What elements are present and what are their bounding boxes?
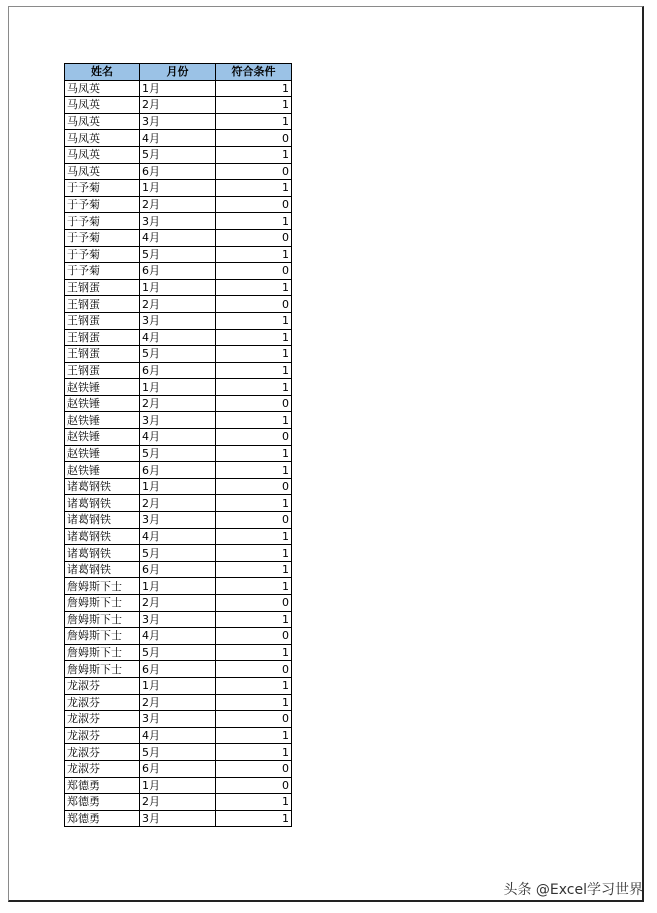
flag-cell: 1 — [216, 180, 292, 197]
name-cell: 詹姆斯下士 — [65, 578, 140, 595]
flag-cell: 0 — [216, 130, 292, 147]
flag-cell: 1 — [216, 97, 292, 114]
flag-cell: 0 — [216, 711, 292, 728]
flag-cell: 0 — [216, 263, 292, 280]
name-cell: 于予菊 — [65, 213, 140, 230]
table-row — [65, 744, 292, 761]
table-row — [65, 495, 292, 512]
flag-cell: 0 — [216, 429, 292, 446]
table-row — [65, 412, 292, 429]
month-cell: 2月 — [140, 595, 216, 612]
month-cell: 5月 — [140, 146, 216, 163]
table-row — [65, 578, 292, 595]
table-row — [65, 229, 292, 246]
table-row — [65, 711, 292, 728]
flag-cell: 0 — [216, 661, 292, 678]
month-cell: 1月 — [140, 180, 216, 197]
month-cell: 6月 — [140, 462, 216, 479]
name-cell: 龙淑芬 — [65, 744, 140, 761]
table-row — [65, 727, 292, 744]
name-cell: 詹姆斯下士 — [65, 644, 140, 661]
flag-cell: 1 — [216, 561, 292, 578]
flag-cell: 0 — [216, 777, 292, 794]
name-cell: 马凤英 — [65, 146, 140, 163]
name-cell: 诸葛钢铁 — [65, 478, 140, 495]
flag-cell: 0 — [216, 163, 292, 180]
name-cell: 王钢蛋 — [65, 312, 140, 329]
month-cell: 2月 — [140, 794, 216, 811]
table-row — [65, 146, 292, 163]
table-row — [65, 445, 292, 462]
month-cell: 2月 — [140, 395, 216, 412]
table-row — [65, 329, 292, 346]
table-row — [65, 163, 292, 180]
name-cell: 郑德勇 — [65, 794, 140, 811]
month-cell: 4月 — [140, 628, 216, 645]
flag-cell: 1 — [216, 694, 292, 711]
name-cell: 赵铁锤 — [65, 429, 140, 446]
table-row — [65, 80, 292, 97]
table-row — [65, 97, 292, 114]
header-name: 姓名 — [65, 64, 140, 81]
name-cell: 诸葛钢铁 — [65, 545, 140, 562]
table-row — [65, 196, 292, 213]
month-cell: 3月 — [140, 611, 216, 628]
flag-cell: 1 — [216, 810, 292, 827]
header-month: 月份 — [140, 64, 216, 81]
table-row — [65, 312, 292, 329]
month-cell: 5月 — [140, 246, 216, 263]
name-cell: 詹姆斯下士 — [65, 611, 140, 628]
name-cell: 诸葛钢铁 — [65, 561, 140, 578]
flag-cell: 1 — [216, 213, 292, 230]
month-cell: 6月 — [140, 263, 216, 280]
name-cell: 王钢蛋 — [65, 279, 140, 296]
flag-cell: 1 — [216, 246, 292, 263]
flag-cell: 0 — [216, 478, 292, 495]
name-cell: 王钢蛋 — [65, 329, 140, 346]
flag-cell: 1 — [216, 794, 292, 811]
header-flag: 符合条件 — [216, 64, 292, 81]
flag-cell: 1 — [216, 312, 292, 329]
month-cell: 6月 — [140, 163, 216, 180]
table-row — [65, 760, 292, 777]
month-cell: 3月 — [140, 213, 216, 230]
name-cell: 龙淑芬 — [65, 711, 140, 728]
month-cell: 1月 — [140, 80, 216, 97]
month-cell: 6月 — [140, 760, 216, 777]
name-cell: 赵铁锤 — [65, 445, 140, 462]
flag-cell: 1 — [216, 611, 292, 628]
table-row — [65, 130, 292, 147]
month-cell: 5月 — [140, 644, 216, 661]
flag-cell: 1 — [216, 727, 292, 744]
watermark-text: 头条 @Excel学习世界 — [503, 882, 643, 898]
name-cell: 龙淑芬 — [65, 727, 140, 744]
month-cell: 1月 — [140, 777, 216, 794]
name-cell: 赵铁锤 — [65, 412, 140, 429]
table-row — [65, 794, 292, 811]
name-cell: 于予菊 — [65, 229, 140, 246]
month-cell: 3月 — [140, 512, 216, 529]
table-row — [65, 362, 292, 379]
month-cell: 2月 — [140, 694, 216, 711]
name-cell: 马凤英 — [65, 130, 140, 147]
flag-cell: 1 — [216, 528, 292, 545]
month-cell: 5月 — [140, 744, 216, 761]
table-row — [65, 246, 292, 263]
month-cell: 6月 — [140, 661, 216, 678]
month-cell: 3月 — [140, 810, 216, 827]
month-cell: 5月 — [140, 545, 216, 562]
flag-cell: 1 — [216, 146, 292, 163]
table-row — [65, 462, 292, 479]
table-row — [65, 595, 292, 612]
name-cell: 马凤英 — [65, 163, 140, 180]
table-row — [65, 429, 292, 446]
name-cell: 王钢蛋 — [65, 346, 140, 363]
flag-cell: 1 — [216, 495, 292, 512]
name-cell: 于予菊 — [65, 246, 140, 263]
month-cell: 1月 — [140, 677, 216, 694]
table-row — [65, 777, 292, 794]
name-cell: 诸葛钢铁 — [65, 495, 140, 512]
flag-cell: 1 — [216, 445, 292, 462]
name-cell: 龙淑芬 — [65, 677, 140, 694]
flag-cell: 1 — [216, 578, 292, 595]
name-cell: 詹姆斯下士 — [65, 628, 140, 645]
month-cell: 1月 — [140, 279, 216, 296]
flag-cell: 1 — [216, 362, 292, 379]
flag-cell: 0 — [216, 628, 292, 645]
table-row — [65, 263, 292, 280]
month-cell: 5月 — [140, 346, 216, 363]
name-cell: 马凤英 — [65, 97, 140, 114]
month-cell: 6月 — [140, 561, 216, 578]
name-cell: 郑德勇 — [65, 810, 140, 827]
month-cell: 4月 — [140, 229, 216, 246]
table-row — [65, 478, 292, 495]
flag-cell: 0 — [216, 296, 292, 313]
month-cell: 4月 — [140, 528, 216, 545]
name-cell: 于予菊 — [65, 180, 140, 197]
flag-cell: 1 — [216, 412, 292, 429]
month-cell: 3月 — [140, 113, 216, 130]
name-cell: 詹姆斯下士 — [65, 661, 140, 678]
month-cell: 4月 — [140, 329, 216, 346]
name-cell: 詹姆斯下士 — [65, 595, 140, 612]
name-cell: 于予菊 — [65, 263, 140, 280]
table-row — [65, 561, 292, 578]
month-cell: 4月 — [140, 429, 216, 446]
month-cell: 1月 — [140, 478, 216, 495]
month-cell: 2月 — [140, 196, 216, 213]
month-cell: 2月 — [140, 495, 216, 512]
month-cell: 3月 — [140, 412, 216, 429]
month-cell: 1月 — [140, 578, 216, 595]
flag-cell: 1 — [216, 279, 292, 296]
flag-cell: 0 — [216, 196, 292, 213]
table-row — [65, 346, 292, 363]
name-cell: 王钢蛋 — [65, 362, 140, 379]
month-cell: 4月 — [140, 727, 216, 744]
table-row — [65, 661, 292, 678]
name-cell: 马凤英 — [65, 80, 140, 97]
name-cell: 赵铁锤 — [65, 379, 140, 396]
month-cell: 5月 — [140, 445, 216, 462]
table-row — [65, 512, 292, 529]
table-row — [65, 180, 292, 197]
name-cell: 龙淑芬 — [65, 760, 140, 777]
data-table — [64, 63, 292, 827]
table-row — [65, 113, 292, 130]
table-row — [65, 545, 292, 562]
table-row — [65, 644, 292, 661]
table-row — [65, 810, 292, 827]
name-cell: 于予菊 — [65, 196, 140, 213]
flag-cell: 0 — [216, 512, 292, 529]
table-row — [65, 379, 292, 396]
name-cell: 王钢蛋 — [65, 296, 140, 313]
name-cell: 马凤英 — [65, 113, 140, 130]
flag-cell: 1 — [216, 80, 292, 97]
flag-cell: 0 — [216, 760, 292, 777]
table-row — [65, 296, 292, 313]
month-cell: 2月 — [140, 97, 216, 114]
table-row — [65, 628, 292, 645]
name-cell: 赵铁锤 — [65, 462, 140, 479]
flag-cell: 1 — [216, 545, 292, 562]
name-cell: 赵铁锤 — [65, 395, 140, 412]
name-cell: 郑德勇 — [65, 777, 140, 794]
table-row — [65, 611, 292, 628]
flag-cell: 0 — [216, 595, 292, 612]
month-cell: 1月 — [140, 379, 216, 396]
flag-cell: 1 — [216, 379, 292, 396]
flag-cell: 1 — [216, 346, 292, 363]
table-row — [65, 279, 292, 296]
month-cell: 3月 — [140, 711, 216, 728]
month-cell: 3月 — [140, 312, 216, 329]
flag-cell: 1 — [216, 462, 292, 479]
table-row — [65, 694, 292, 711]
table-row — [65, 395, 292, 412]
name-cell: 诸葛钢铁 — [65, 512, 140, 529]
table-row — [65, 677, 292, 694]
flag-cell: 1 — [216, 113, 292, 130]
name-cell: 诸葛钢铁 — [65, 528, 140, 545]
flag-cell: 1 — [216, 329, 292, 346]
name-cell: 龙淑芬 — [65, 694, 140, 711]
table-row — [65, 528, 292, 545]
table-header-row — [65, 64, 292, 81]
month-cell: 4月 — [140, 130, 216, 147]
flag-cell: 0 — [216, 395, 292, 412]
flag-cell: 0 — [216, 229, 292, 246]
table-body — [65, 80, 292, 827]
flag-cell: 1 — [216, 644, 292, 661]
flag-cell: 1 — [216, 677, 292, 694]
month-cell: 2月 — [140, 296, 216, 313]
flag-cell: 1 — [216, 744, 292, 761]
table-row — [65, 213, 292, 230]
month-cell: 6月 — [140, 362, 216, 379]
